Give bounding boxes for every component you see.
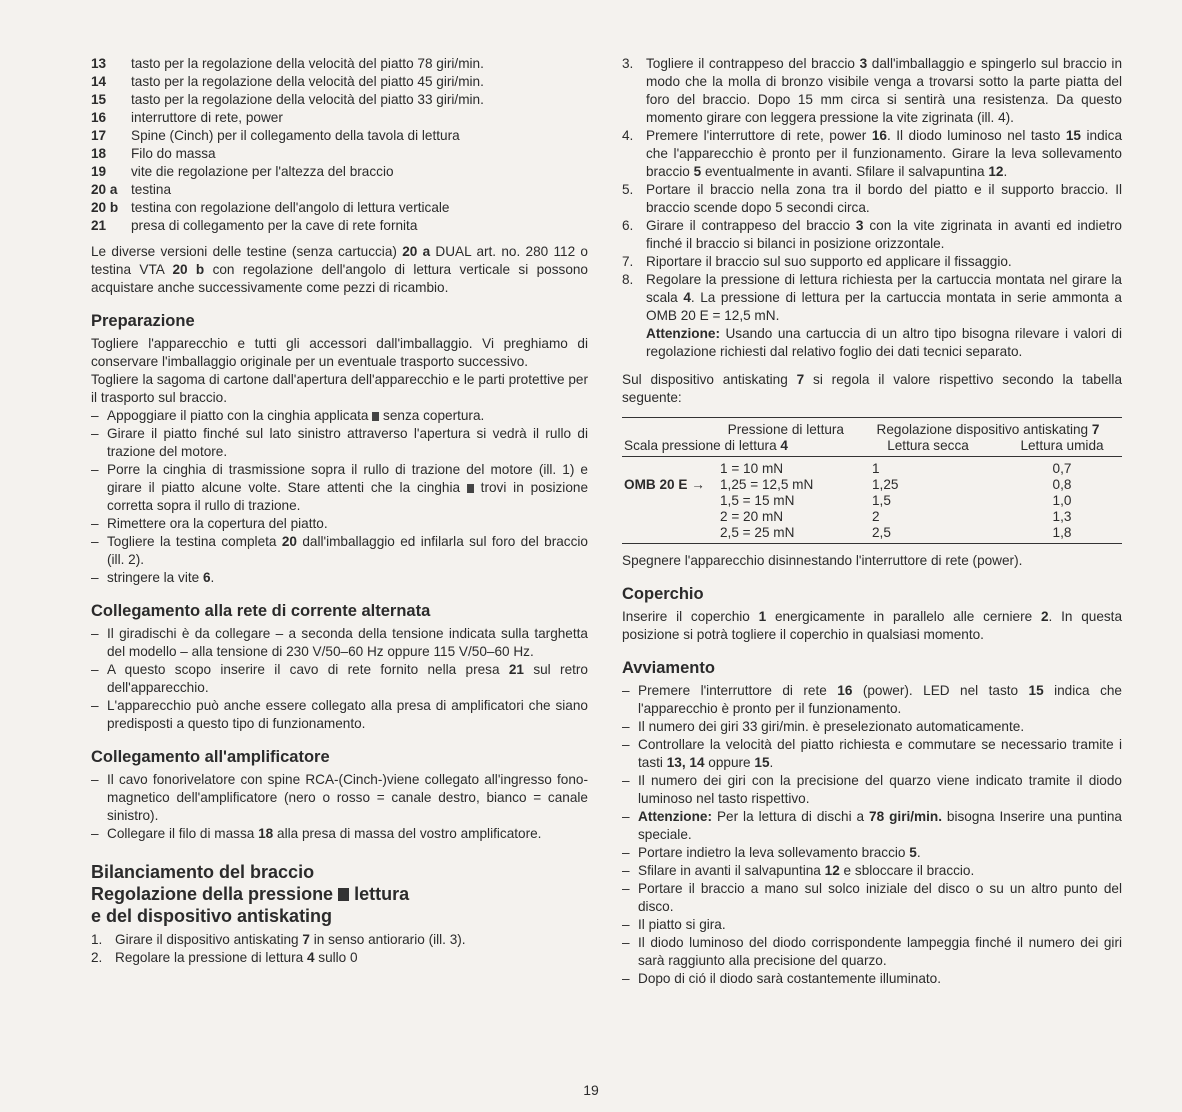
off-paragraph: Spegnere l'apparecchio disinnestando l'interruttore di rete (power). [622,553,1023,568]
antiskating-table [622,417,1122,544]
balance-steps [91,931,588,967]
setup-steps [622,55,1122,361]
list-item: 8. Regolare la pressione di lettura richiesta per la cartuccia montata nel girare la scala 4. La pressione di lettura per la cartuccia montata in serie ammonta a OMB 20 E = 12,5 mN. Attenzione: Usando una cartuccia di un altro tipo bisogna rilevare i valori di regolazione richiesti dal relativo foglio dei dati tecnici separato. [622,272,1122,359]
list-item: 1. Girare il dispositivo antiskating 7 in senso antiorario (ill. 3). [91,932,466,947]
start-list [622,682,1122,988]
heading-bilanciamento: Bilanciamento del braccio Regolazione della pressione lettura e del dispositivo antiskating [91,862,410,926]
list-item: 4. Premere l'interruttore di rete, power 16. Il diodo luminoso nel tasto 15 indica che l'apparecchio è pronto per il funzionamento. Girare la leva sollevamento braccio 5 eventualmente in avanti. Sfilare il salvapuntina 12. [622,128,1123,179]
left-column [91,55,588,967]
list-item: 3. Togliere il contrappeso del braccio 3 dall'imballaggio e spingerlo sul braccio in modo che la molla di bronzo visibile venga a trovarsi sotto la parte piatta del foro del braccio. Dopo 15 mm circa si sentirà una resistenza. Da questo momento girare con leggera pressione la vite zigrinata (ill. 4). [622,56,1123,125]
antiskating-paragraph: Sul dispositivo antiskating 7 si regola il valore rispettivo secondo la tabella seguente: [622,372,1122,405]
list-item: 7. Riportare il braccio sul suo supporto ed applicare il fissaggio. [622,254,1012,269]
list-item: – Dopo di ció il diodo sarà costantemente illuminato. [622,970,1122,988]
list-item: – Premere l'interruttore di rete 16 (power). LED nel tasto 15 indica che l'apparecchio è pronto per il funzionamento. [622,682,1122,718]
heading-preparazione: Preparazione [91,312,195,330]
list-item: – Il giradischi è da collegare – a seconda della tensione indicata sulla targhetta del modello – alla tensione di 230 V/50–60 Hz oppure 115 V/50–60 Hz. [91,625,588,661]
list-item: – Controllare la velocità del piatto richiesta e commutare se necessario tramite i tasti 13, 14 oppure 15. [622,736,1122,772]
header-wet: Lettura umida [1002,438,1122,457]
pressure-marker-icon [338,888,349,901]
list-item: 2. Regolare la pressione di lettura 4 sullo 0 [91,950,358,965]
list-item: 14 tasto per la regolazione della velocità del piatto 45 giri/min. [91,74,484,89]
belt-marker-icon [467,484,474,493]
list-item: – Collegare il filo di massa 18 alla presa di massa del vostro amplificatore. [91,825,588,843]
intro-paragraph: Le diverse versioni delle testine (senza cartuccia) 20 a DUAL art. no. 280 112 o testina VTA 20 b con regolazione dell'angolo di lettura verticale si possono acquistare anche successivamente come pezzi di ricambio. [91,244,588,295]
header-scale: Scala pressione di lettura 4 [622,438,854,457]
list-item: 13 tasto per la regolazione della velocità del piatto 78 giri/min. [91,56,484,71]
mains-list [91,625,588,733]
list-item: 20 a testina [91,182,172,197]
list-item: 16 interruttore di rete, power [91,110,283,125]
prep-paragraph: Togliere l'apparecchio e tutti gli accessori dall'imballaggio. Vi preghiamo di conservare l'imballaggio originale per un eventuale trasporto successivo. [91,336,588,369]
list-item: – Togliere la testina completa 20 dall'imballaggio ed infilarla sul foro del braccio (ill. 2). [91,533,588,569]
list-item: – Appoggiare il piatto con la cinghia applicata senza copertura. [91,407,588,425]
list-item: – L'apparecchio può anche essere collegato alla presa di amplificatori che siano predisposti a questo tipo di funzionamento. [91,697,588,733]
list-item: 15 tasto per la regolazione della velocità del piatto 33 giri/min. [91,92,484,107]
list-item: – Sfilare in avanti il salvapuntina 12 e sbloccare il braccio. [622,862,1122,880]
list-item: – Girare il piatto finché sul lato sinistro attraverso l'apertura si vedrà il rullo di trazione del motore. [91,425,588,461]
prep-paragraph: Togliere la sagoma di cartone dall'apertura dell'apparecchio e le parti protettive per il trasporto sul braccio. [91,372,588,405]
right-column [622,55,1122,988]
list-item: – Il numero dei giri con la precisione del quarzo viene indicato tramite il diodo luminoso nel tasto rispettivo. [622,772,1122,808]
heading-avviamento: Avviamento [622,659,715,677]
table-row: 1 = 10 mN 1 0,7 [720,461,1072,476]
heading-collegamento-amplificatore: Collegamento all'amplificatore [91,748,330,766]
list-item: – Porre la cinghia di trasmissione sopra il rullo di trazione del motore (ill. 1) e girare il piatto alcune volte. Stare attenti che la cinghia trovi in posizione corretta sopra il rullo di trazione. [91,461,588,515]
table-header-row [622,422,1122,438]
amp-list [91,771,588,843]
list-item: 21 presa di collegamento per la cave di rete fornita [91,218,418,233]
list-item: 19 vite die regolazione per l'altezza del braccio [91,164,394,179]
table-row: OMB 20 E → 1,25 = 12,5 mN 1,25 0,8 [624,477,1072,492]
list-item: – Il diodo luminoso del diodo corrispondente lampeggia finché il numero dei giri sarà raggiunto alla precisione del quarzo. [622,934,1122,970]
list-item: 20 b testina con regolazione dell'angolo di lettura verticale [91,200,450,215]
table-header-row [622,438,1122,457]
list-item: 6. Girare il contrappeso del braccio 3 con la vite zigrinata in avanti ed indietro finché il braccio si bilanci in posizione orizzontale. [622,218,1122,251]
list-item: – Attenzione: Per la lettura di dischi a 78 giri/min. bisogna Inserire una puntina speciale. [622,808,1122,844]
list-item: 18 Filo do massa [91,146,216,161]
prep-list [91,407,588,587]
list-item: – Il cavo fonorivelatore con spine RCA-(Cinch-)viene collegato all'ingresso fono-magnetico dell'amplificatore (nero o rosso = canale destro, bianco = canale sinistro). [91,771,588,825]
list-item: – Portare il braccio a mano sul solco iniziale del disco o su un altro punto del disco. [622,880,1122,916]
list-item: – Portare indietro la leva sollevamento braccio 5. [622,844,1122,862]
list-item: – A questo scopo inserire il cavo di rete fornito nella presa 21 sul retro dell'apparecchio. [91,661,588,697]
page-number: 19 [583,1082,599,1098]
table-row: 1,5 = 15 mN 1,5 1,0 [720,493,1072,508]
list-item: – Rimettere ora la copertura del piatto. [91,515,588,533]
list-item: 5. Portare il braccio nella zona tra il bordo del piatto e il supporto braccio. Il braccio scende dopo 5 secondi circa. [622,182,1122,215]
list-item: – Il numero dei giri 33 giri/min. è preselezionato automaticamente. [622,718,1122,736]
header-antiskating: Regolazione dispositivo antiskating 7 [876,422,1100,437]
list-item: – stringere la vite 6. [91,569,588,587]
header-dry: Lettura secca [854,438,1002,457]
table-row: 2 = 20 mN 2 1,3 [720,509,1072,524]
parts-list [91,55,588,235]
table-row: 2,5 = 25 mN 2,5 1,8 [622,525,1122,544]
list-item: – Il piatto si gira. [622,916,1122,934]
cover-paragraph: Inserire il coperchio 1 energicamente in parallelo alle cerniere 2. In questa posizione si potrà togliere il coperchio in qualsiasi momento. [622,609,1123,642]
header-pressure: Pressione di lettura [727,422,844,437]
list-item: 17 Spine (Cinch) per il collegamento della tavola di lettura [91,128,460,143]
heading-collegamento-rete: Collegamento alla rete di corrente alternata [91,602,431,620]
heading-coperchio: Coperchio [622,585,704,603]
